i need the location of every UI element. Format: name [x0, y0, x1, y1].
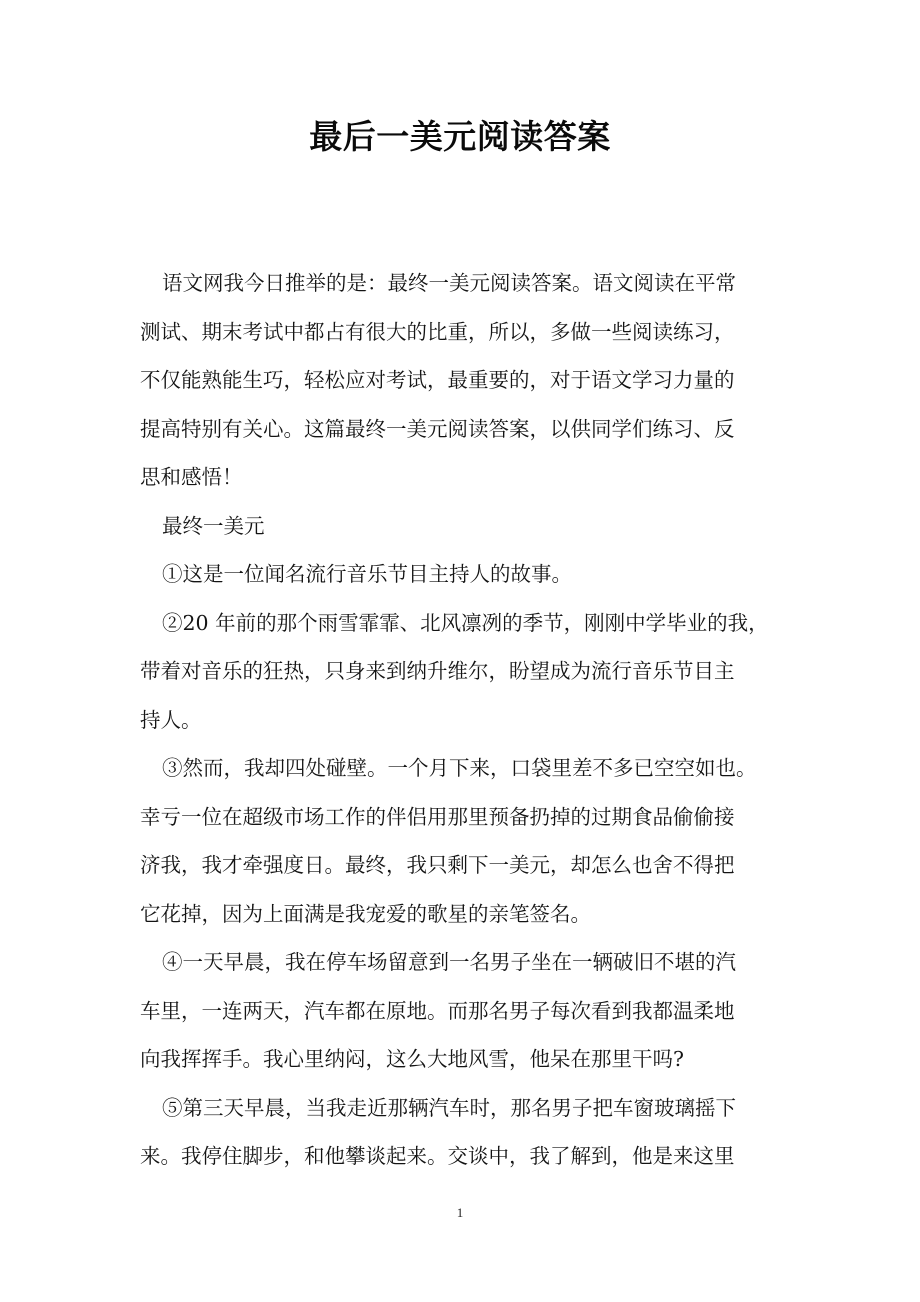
text-line: ③然而，我却四处碰壁。一个月下来，口袋里差不多已空空如也。 [162, 756, 757, 780]
text-line: 语文网我今日推举的是：最终一美元阅读答案。语文阅读在平常 [162, 271, 736, 295]
text-line: 思和感悟！ [140, 465, 243, 489]
text-line: 带着对音乐的狂热，只身来到纳升维尔，盼望成为流行音乐节目主 [140, 659, 735, 683]
section-heading: 最终一美元 [162, 513, 265, 538]
text-line: 提高特别有关心。这篇最终一美元阅读答案，以供同学们练习、反 [140, 416, 735, 441]
text-line: ②20 年前的那个雨雪霏霏、北风凛冽的季节，刚刚中学毕业的我， [162, 610, 769, 635]
text-line: 济我，我才牵强度日。最终，我只剩下一美元，却怎么也舍不得把 [140, 853, 735, 877]
text-line: 持人。 [140, 707, 202, 732]
text-line: ④一天早晨，我在停车场留意到一名男子坐在一辆破旧不堪的汽 [162, 950, 736, 974]
document-body [140, 259, 790, 1181]
text-line: 测试、期末考试中都占有很大的比重，所以，多做一些阅读练习， [140, 319, 735, 344]
page-number: 1 [456, 1205, 464, 1220]
text-line: 它花掉，因为上面满是我宠爱的歌星的亲笔签名。 [140, 901, 591, 926]
text-line: ①这是一位闻名流行音乐节目主持人的故事。 [162, 562, 572, 586]
text-line: 向我挥挥手。我心里纳闷，这么大地风雪，他呆在那里干吗? [140, 1047, 684, 1071]
text-line: ⑤第三天早晨，当我走近那辆汽车时，那名男子把车窗玻璃摇下 [162, 1095, 736, 1120]
document-title: 最后一美元阅读答案 [309, 117, 611, 156]
text-line: 不仅能熟能生巧，轻松应对考试，最重要的，对于语文学习力量的 [140, 368, 735, 392]
text-line: 来。我停住脚步，和他攀谈起来。交谈中，我了解到，他是来这里 [140, 1144, 735, 1168]
text-line: 车里，一连两天，汽车都在原地。而那名男子每次看到我都温柔地 [140, 998, 735, 1023]
text-line: 幸亏一位在超级市场工作的伴侣用那里预备扔掉的过期食品偷偷接 [140, 804, 735, 829]
